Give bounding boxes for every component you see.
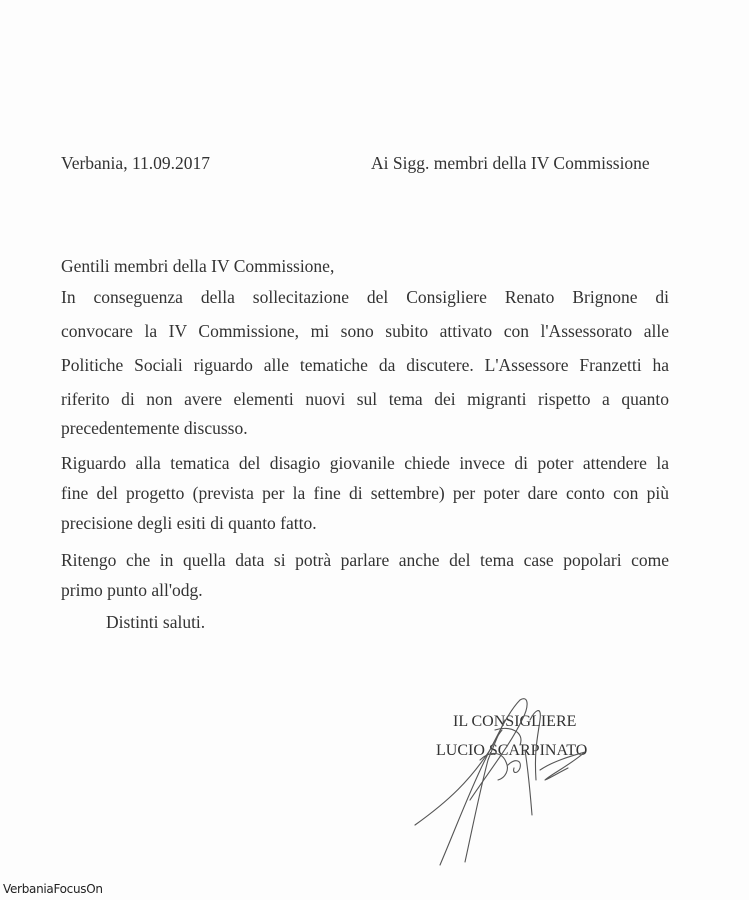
watermark: VerbaniaFocusOn <box>3 882 103 896</box>
body-line-5: precedentemente discusso. <box>61 418 248 438</box>
body-line-2: convocare la IV Commissione, mi sono subito attivato con l'Assessorato alle <box>61 321 669 341</box>
body-line-9: Ritengo che in quella data si potrà parlare anche del tema case popolari come <box>61 550 669 570</box>
body-line-7: fine del progetto (prevista per la fine di settembre) per poter dare conto con più <box>61 483 669 503</box>
body-line-1: In conseguenza della sollecitazione del Consigliere Renato Brignone di <box>61 287 669 307</box>
body-line-3: Politiche Sociali riguardo alle tematiche da discutere. L'Assessore Franzetti ha <box>61 355 669 375</box>
recipient: Ai Sigg. membri della IV Commissione <box>371 153 650 173</box>
body-line-4: riferito di non avere elementi nuovi sul tema dei migranti rispetto a quanto <box>61 389 669 409</box>
body-line-10: primo punto all'odg. <box>61 580 203 600</box>
salutation: Gentili membri della IV Commissione, <box>61 256 335 276</box>
closing: Distinti saluti. <box>106 612 206 632</box>
body-line-8: precisione degli esiti di quanto fatto. <box>61 513 317 533</box>
body-line-6: Riguardo alla tematica del disagio giovanile chiede invece di poter attendere la <box>61 453 669 473</box>
place-date: Verbania, 11.09.2017 <box>61 153 211 173</box>
handwritten-signature-icon <box>410 690 640 870</box>
signature-title: IL CONSIGLIERE <box>453 713 577 730</box>
signature-name: LUCIO SCARPINATO <box>436 742 588 759</box>
